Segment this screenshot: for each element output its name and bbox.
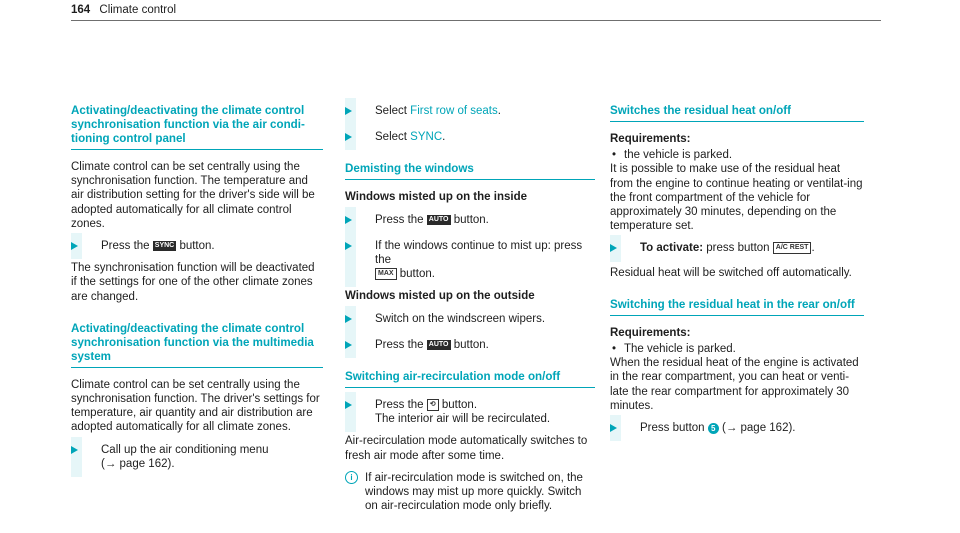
step-call-menu: Call up the air conditioning menu (→ page 162). — [71, 443, 323, 471]
step-arrow-icon — [71, 446, 78, 454]
recirculation-icon: ⟲ — [427, 399, 439, 411]
column-3 — [610, 104, 864, 443]
heading-sync-control-panel: Activating/deactivating the climate control synchronisation function via the air condi-tioning control panel — [71, 104, 323, 150]
heading-recirculation: Switching air-recirculation mode on/off — [345, 370, 595, 388]
sync-paragraph-2: The synchronisation function will be deactivated if the settings for one of the other climate zones are changed. — [71, 262, 315, 303]
column-2 — [345, 104, 595, 521]
heading-sync-multimedia: Activating/deactivating the climate control synchronisation function via the multimedia system — [71, 322, 323, 368]
requirements-title: Requirements: — [610, 133, 691, 145]
rear-paragraph: When the residual heat of the engine is activated in the rear compartment, you can heat or venti-late the rear compartment for approximately 30 minutes. — [610, 357, 859, 412]
sync-button-icon: SYNC — [154, 241, 175, 249]
step-press-max: If the windows continue to mist up: press the MAX button. — [345, 239, 595, 282]
step-press-button-5: Press button 5 (→ page 162). — [610, 421, 864, 435]
ac-rest-button-icon: A/C REST — [773, 242, 812, 254]
step-press-recirc: Press the ⟲ button. The interior air will be recirculated. — [345, 398, 595, 426]
step-press-auto: Press the AUTO button. — [345, 213, 595, 227]
step-activate-rest: To activate: press button A/C REST . — [610, 241, 864, 255]
sync-link[interactable]: SYNC — [410, 131, 443, 144]
heading-demisting: Demisting the windows — [345, 162, 595, 180]
heading-residual-rear: Switching the residual heat in the rear on/off — [610, 298, 864, 316]
step-arrow-icon — [345, 242, 352, 250]
step-wipers: Switch on the windscreen wipers. — [345, 312, 595, 326]
residual-paragraph: It is possible to make use of the residual heat from the engine to continue heating or ventilat-ing the front compartment of the vehicle for approximately 30 minutes, depending on the temperature set. — [610, 163, 863, 233]
callout-badge: 5 — [708, 423, 719, 434]
step-press-sync: Press the SYNC button. — [71, 239, 323, 253]
subheading-outside: Windows misted up on the outside — [345, 290, 535, 303]
info-icon: i — [345, 471, 358, 484]
requirement-item: • the vehicle is parked. — [610, 148, 864, 162]
auto-button-icon: AUTO — [428, 340, 449, 348]
requirement-item: • The vehicle is parked. — [610, 342, 864, 356]
step-arrow-icon — [345, 315, 352, 323]
step-arrow-icon — [345, 341, 352, 349]
sync-paragraph-1: Climate control can be set centrally using the synchronisation function. The temperature and air distribution setting for the driver's side will be adopted automatically for all climate control zones. — [71, 161, 315, 230]
step-select-sync: Select SYNC. — [345, 130, 595, 144]
recirc-note: i If air-recirculation mode is switched on, the windows may mist up more quickly. Switch on air-recirculation mode only briefly. — [345, 471, 595, 514]
page-number: 164 — [71, 4, 91, 16]
multimedia-paragraph: Climate control can be set centrally using the synchronisation function. The driver's settings for temperature, air quantity and air distribution are adopted automatically for all climate zones. — [71, 378, 320, 434]
step-arrow-icon — [345, 216, 352, 224]
requirements-title: Requirements: — [610, 326, 691, 339]
heading-residual-heat: Switches the residual heat on/off — [610, 104, 864, 122]
step-arrow-icon — [71, 242, 78, 250]
subheading-inside: Windows misted up on the inside — [345, 191, 527, 204]
step-arrow-icon — [345, 401, 352, 409]
step-arrow-icon — [610, 244, 617, 252]
step-arrow-icon — [345, 107, 352, 115]
max-defrost-icon: MAX — [375, 268, 397, 280]
page-link[interactable]: (→ page 162). — [101, 457, 175, 470]
first-row-link[interactable]: First row of seats — [410, 105, 498, 117]
auto-button-icon: AUTO — [428, 215, 449, 223]
column-1 — [71, 104, 323, 479]
step-select-first-row: Select First row of seats. — [345, 104, 595, 118]
residual-off-paragraph: Residual heat will be switched off automatically. — [610, 266, 852, 279]
page-header — [71, 4, 881, 21]
page-link[interactable]: (→ page 162). — [721, 422, 796, 435]
step-arrow-icon — [610, 424, 617, 432]
recirc-paragraph: Air-recirculation mode automatically switches to fresh air mode after some time. — [345, 435, 588, 462]
step-press-auto-2: Press the AUTO button. — [345, 338, 595, 352]
step-arrow-icon — [345, 133, 352, 141]
section-title: Climate control — [99, 4, 177, 16]
